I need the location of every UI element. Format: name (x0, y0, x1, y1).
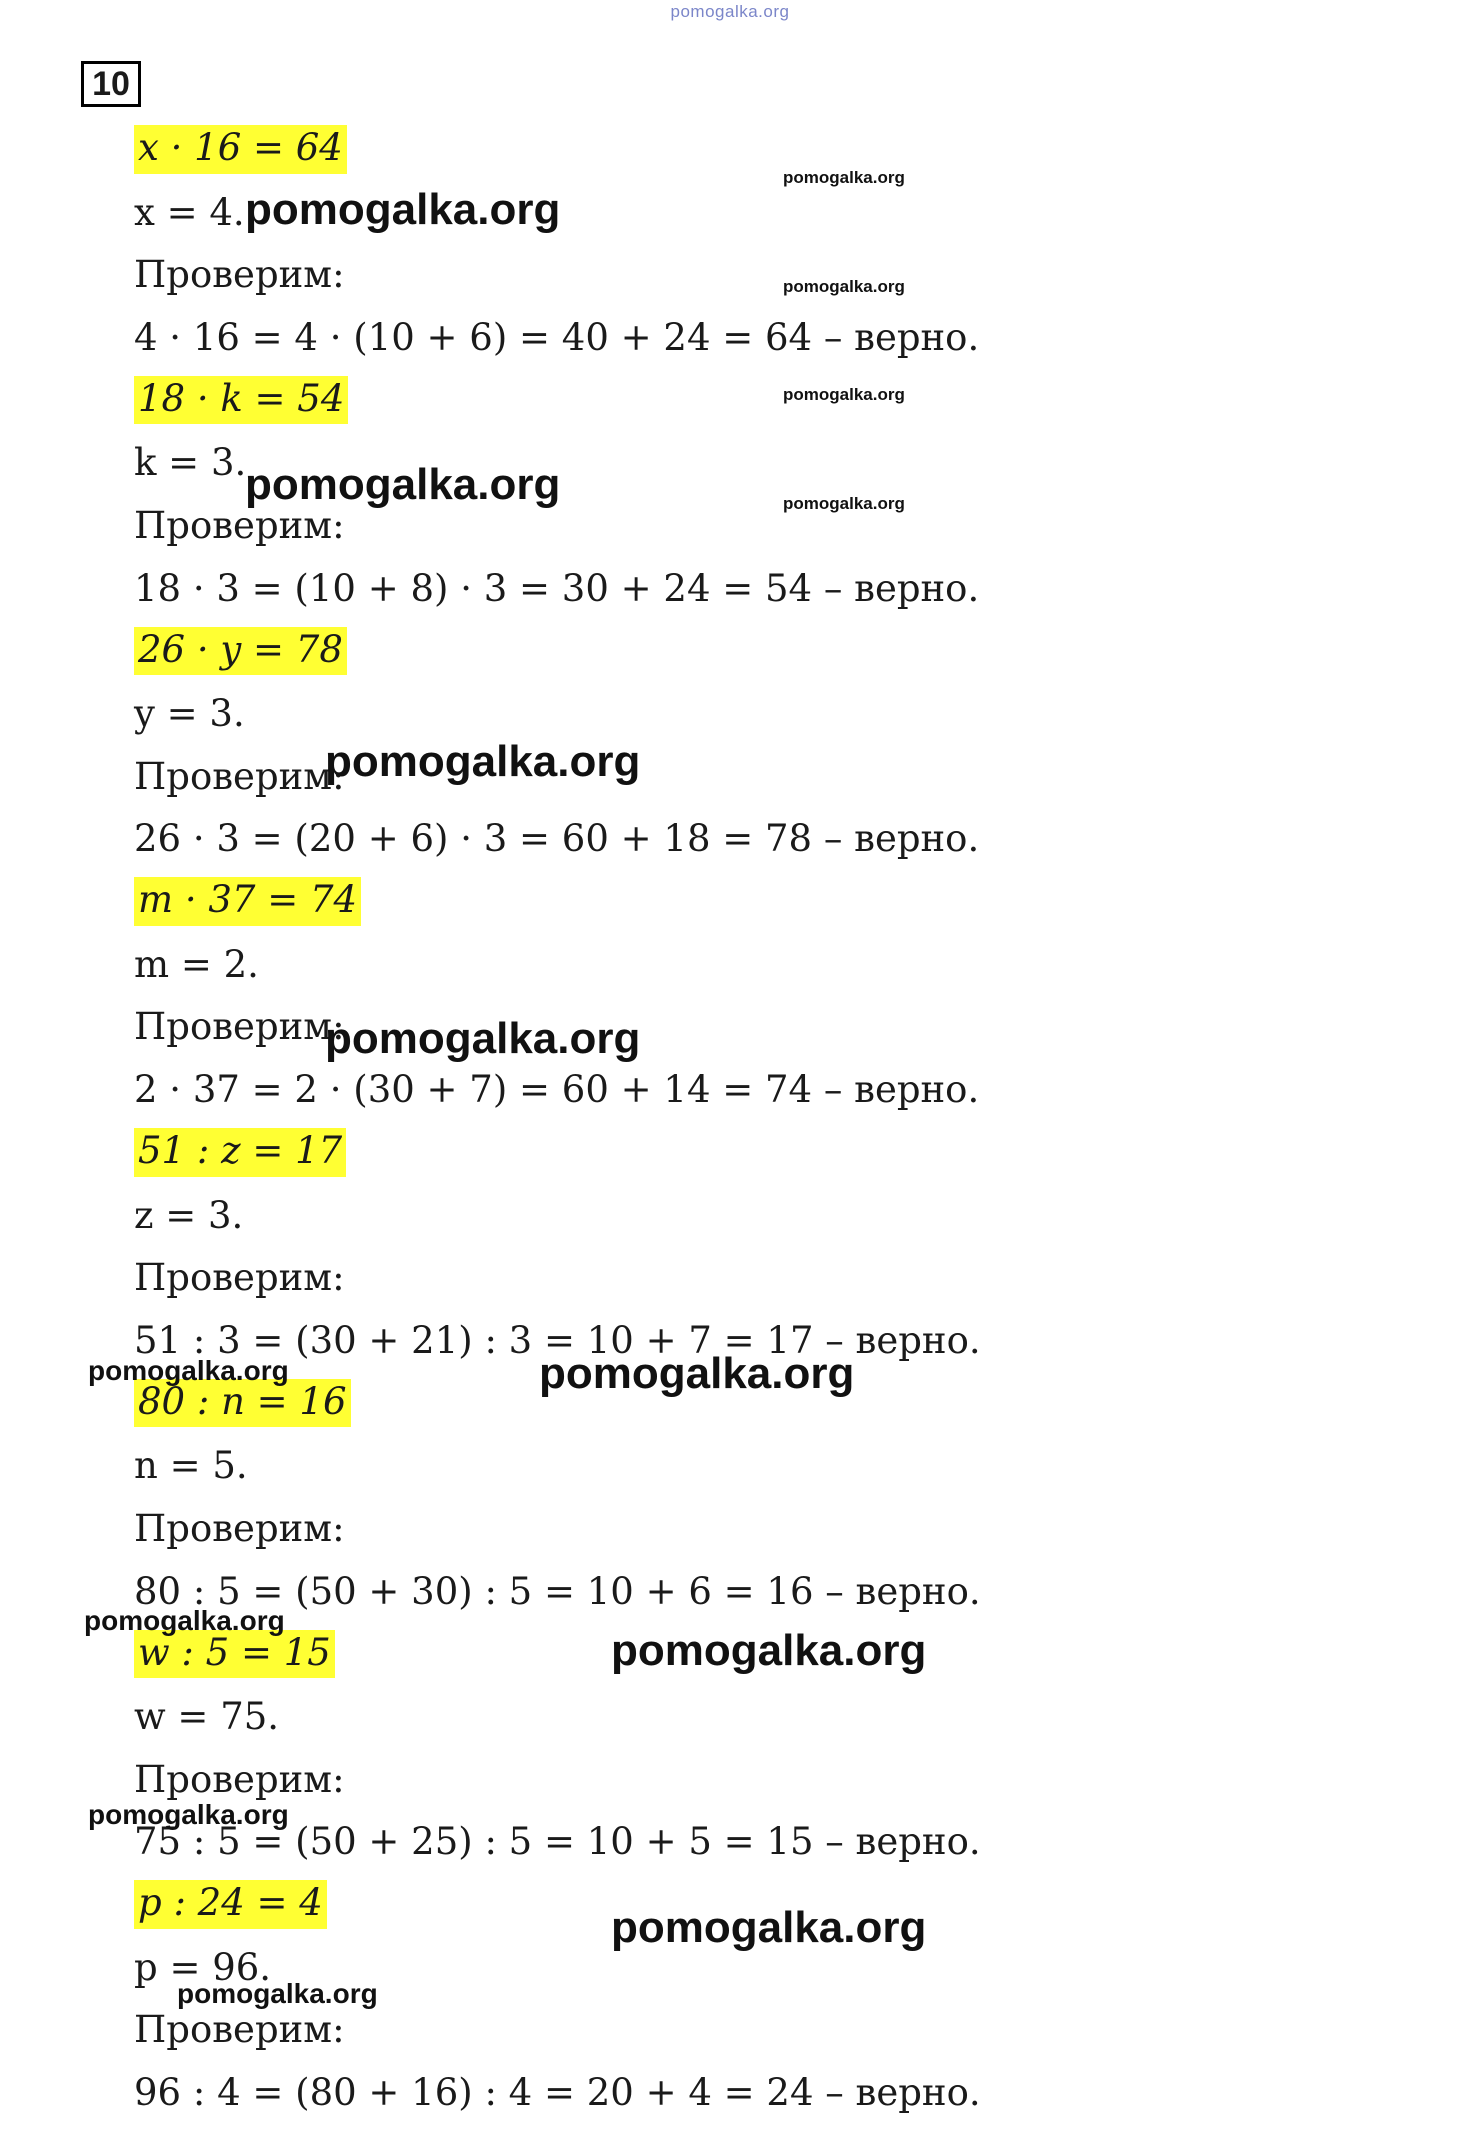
check-line: 75 : 5 = (50 + 25) : 5 = 10 + 5 = 15 – верно. (134, 1820, 981, 1864)
watermark: pomogalka.org (88, 1799, 289, 1830)
check-label: Проверим: (134, 1256, 345, 1300)
check-line: 18 · 3 = (10 + 8) · 3 = 30 + 24 = 54 – верно. (134, 566, 980, 610)
answer-line: x = 4. (134, 190, 245, 234)
watermark: pomogalka.org (611, 1626, 927, 1675)
equation-highlight: p : 24 = 4 (134, 1880, 327, 1929)
equation-highlight: 18 · k = 54 (134, 376, 348, 425)
equation-highlight: m · 37 = 74 (134, 877, 361, 926)
watermark: pomogalka.org (325, 737, 641, 786)
check-line: 51 : 3 = (30 + 21) : 3 = 10 + 7 = 17 – верно. (134, 1318, 981, 1362)
watermark: pomogalka.org (539, 1349, 855, 1398)
check-line: 80 : 5 = (50 + 30) : 5 = 10 + 6 = 16 – верно. (134, 1569, 981, 1613)
check-line: 2 · 37 = 2 · (30 + 7) = 60 + 14 = 74 – верно. (134, 1068, 980, 1112)
check-line: 96 : 4 = (80 + 16) : 4 = 20 + 4 = 24 – верно. (134, 2071, 981, 2115)
watermark: pomogalka.org (783, 277, 905, 296)
watermark: pomogalka.org (84, 1605, 285, 1636)
answer-line: m = 2. (134, 942, 259, 986)
check-label: Проверим: (134, 2008, 345, 2052)
watermark: pomogalka.org (177, 1978, 378, 2009)
check-line: 4 · 16 = 4 · (10 + 6) = 40 + 24 = 64 – верно. (134, 315, 980, 359)
equation-highlight: w : 5 = 15 (134, 1630, 335, 1679)
answer-line: z = 3. (134, 1193, 244, 1237)
equation-highlight: x · 16 = 64 (134, 125, 347, 174)
watermark: pomogalka.org (88, 1355, 289, 1386)
check-label: Проверим: (134, 1506, 345, 1550)
check-line: 26 · 3 = (20 + 6) · 3 = 60 + 18 = 78 – верно. (134, 817, 980, 861)
check-label: Проверим: (134, 1005, 345, 1049)
equation-highlight: 51 : z = 17 (134, 1128, 346, 1177)
check-label: Проверим: (134, 503, 345, 547)
watermark: pomogalka.org (783, 494, 905, 513)
check-label: Проверим: (134, 253, 345, 297)
equation-highlight: 80 : n = 16 (134, 1379, 351, 1428)
equation-line (134, 870, 1034, 933)
answer-line: w = 75. (134, 1695, 280, 1739)
watermark: pomogalka.org (783, 168, 905, 187)
task-number: 10 (81, 61, 141, 107)
check-label: Проверим: (134, 754, 345, 798)
equation-highlight: 26 · y = 78 (134, 627, 347, 676)
watermark: pomogalka.org (245, 185, 561, 234)
watermark: pomogalka.org (611, 1903, 927, 1952)
answer-line: y = 3. (134, 692, 245, 736)
watermark: pomogalka.org (783, 385, 905, 404)
equation-line (134, 620, 1034, 683)
equation-line (134, 1121, 1034, 1184)
top-watermark: pomogalka.org (670, 2, 790, 21)
answer-line: n = 5. (134, 1444, 248, 1488)
answer-line: k = 3. (134, 441, 247, 485)
watermark: pomogalka.org (245, 460, 561, 509)
check-label: Проверим: (134, 1757, 345, 1801)
answer-line: p = 96. (134, 1945, 272, 1989)
watermark: pomogalka.org (325, 1014, 641, 1063)
